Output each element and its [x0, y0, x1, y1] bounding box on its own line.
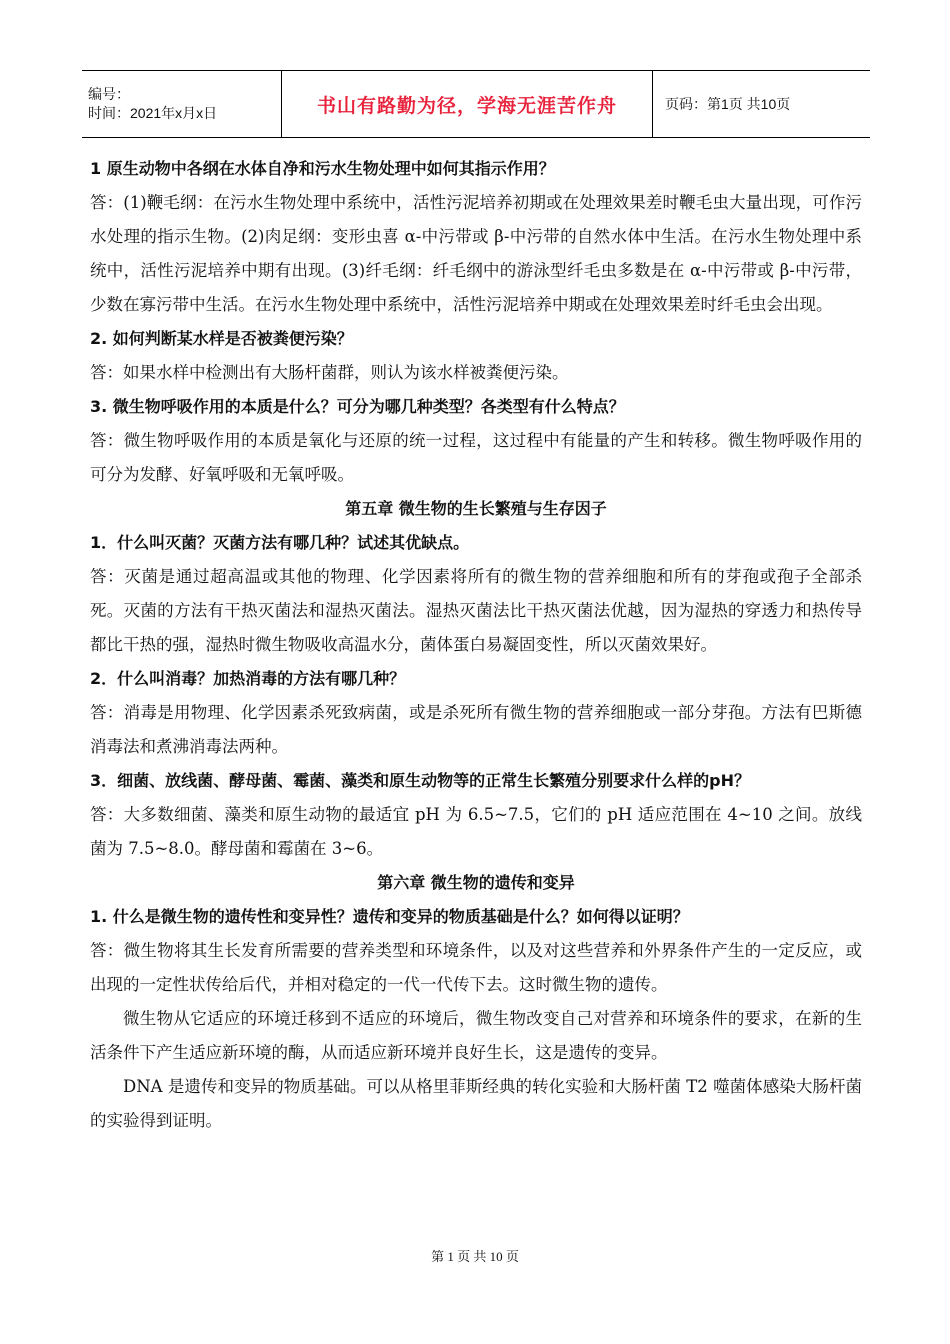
question-text: 1. 什么是微生物的遗传性和变异性？遗传和变异的物质基础是什么？如何得以证明？: [90, 907, 689, 926]
answer-paragraph: DNA 是遗传和变异的物质基础。可以从格里菲斯经典的转化实验和大肠杆菌 T2 噬菌体感染大肠杆菌的实验得到证明。: [90, 1077, 862, 1130]
question-text: 3．细菌、放线菌、酵母菌、霉菌、藻类和原生动物等的正常生长繁殖分别要求什么样的pH？: [90, 771, 750, 790]
chapter-heading: 第五章 微生物的生长繁殖与生存因子: [345, 499, 607, 518]
question-text: 2．什么叫消毒？加热消毒的方法有哪几种？: [90, 669, 406, 688]
answer-text: 答：灭菌是通过超高温或其他的物理、化学因素将所有的微生物的营养细胞和所有的芽孢或孢子全部杀死。灭菌的方法有干热灭菌法和湿热灭菌法。湿热灭菌法比干热灭菌法优越，因为湿热的穿透力和热传导都比干热的强，湿热时微生物吸收高温水分，菌体蛋白易凝固变性，所以灭菌效果好。: [90, 567, 862, 654]
question-text: 2. 如何判断某水样是否被粪便污染？: [90, 329, 353, 348]
question-text: 1 原生动物中各纲在水体自净和污水生物处理中如何其指示作用？: [90, 159, 555, 178]
header-page: [653, 71, 870, 137]
answer-text: 答：微生物将其生长发育所需要的营养类型和环境条件，以及对这些营养和外界条件产生的一定反应，或出现的一定性状传给后代，并相对稳定的一代一代传下去。这时微生物的遗传。: [90, 941, 862, 994]
date-label: 时间：2021年x月x日: [88, 105, 218, 121]
number-label: 编号：: [88, 86, 130, 102]
question-text: 3. 微生物呼吸作用的本质是什么？可分为哪几种类型？各类型有什么特点？: [90, 397, 625, 416]
answer-paragraph: 微生物从它适应的环境迁移到不适应的环境后，微生物改变自己对营养和环境条件的要求，在新的生活条件下产生适应新环境的酶，从而适应新环境并良好生长，这是遗传的变异。: [90, 1009, 862, 1062]
answer-text: 答：(1)鞭毛纲：在污水生物处理中系统中，活性污泥培养初期或在处理效果差时鞭毛虫大量出现，可作污水处理的指示生物。(2)肉足纲：变形虫喜 α-中污带或 β-中污带的自然水体中生活。在污水生物处理中系统中，活性污泥培养中期有出现。(3)纤毛纲：纤毛纲中的游泳型纤毛虫多数是在 α-中污带或 β-中污带，少数在寡污带中生活。在污水生物处理中系统中，活性污泥培养中期或在处理效果差时纤毛虫会出现。: [90, 193, 862, 314]
page-footer: 第 1 页 共 10 页: [431, 1249, 519, 1264]
answer-text: 答：消毒是用物理、化学因素杀死致病菌，或是杀死所有微生物的营养细胞或一部分芽孢。方法有巴斯德消毒法和煮沸消毒法两种。: [90, 703, 862, 756]
header-meta: [82, 71, 282, 137]
answer-text: 答：如果水样中检测出有大肠杆菌群，则认为该水样被粪便污染。: [90, 363, 569, 382]
answer-text: 答：微生物呼吸作用的本质是氧化与还原的统一过程，这过程中有能量的产生和转移。微生物呼吸作用的可分为发酵、好氧呼吸和无氧呼吸。: [90, 431, 862, 484]
answer-text: 答：大多数细菌、藻类和原生动物的最适宜 pH 为 6.5~7.5，它们的 pH 适应范围在 4~10 之间。放线菌为 7.5~8.0。酵母菌和霉菌在 3~6。: [90, 805, 862, 858]
chapter-heading: 第六章 微生物的遗传和变异: [377, 873, 575, 892]
header-motto: [282, 71, 653, 137]
page-label: 页码：第1页 共10页: [665, 96, 791, 112]
motto-text: 书山有路勤为径，学海无涯苦作舟: [316, 94, 617, 117]
question-text: 1．什么叫灭菌？灭菌方法有哪几种？试述其优缺点。: [90, 533, 470, 552]
document-body: [90, 152, 862, 1138]
page-header: [82, 70, 870, 138]
